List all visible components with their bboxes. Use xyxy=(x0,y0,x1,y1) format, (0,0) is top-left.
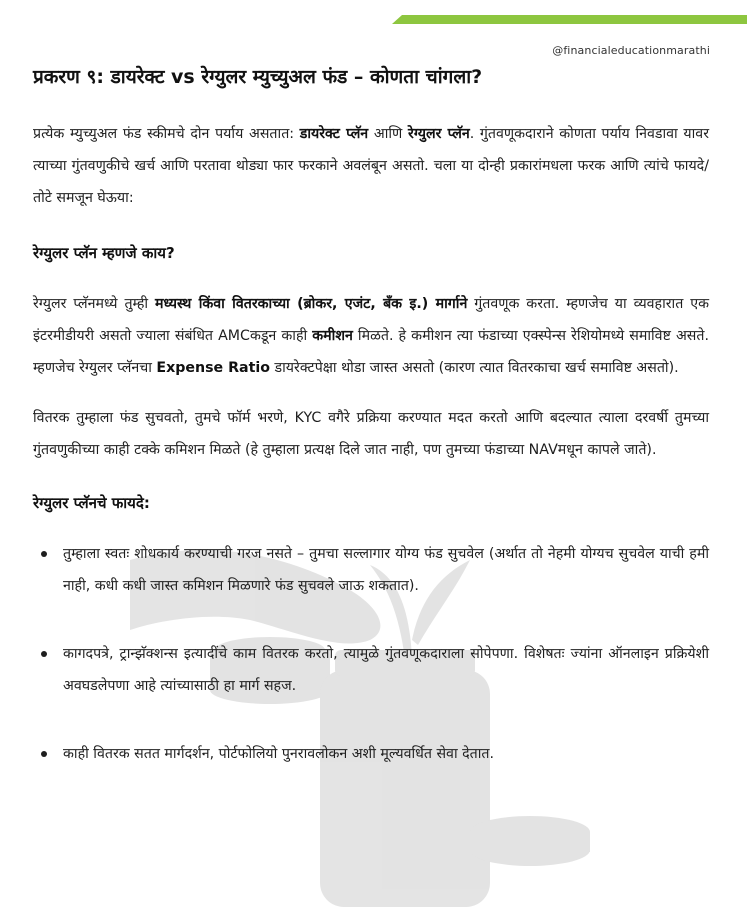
direct-plan-term: डायरेक्ट प्लॅन xyxy=(299,126,369,142)
regular-text-4: डायरेक्टपेक्षा थोडा जास्त असतो (कारण त्यात वितरकाचा खर्च समाविष्ट असतो). xyxy=(270,360,679,376)
regular-plan-paragraph-2: वितरक तुम्हाला फंड सुचवतो, तुमचे फॉर्म भरणे, KYC वगैरे प्रक्रिया करण्यात मदत करतो आणि बदल्यात त्याला दरवर्षी तुमच्या गुंतवणुकीच्या काही टक्के कमिशन मिळते (हे तुम्हाला प्रत्यक्ष दिले जात नाही, पण तुमच्या फंडाच्या NAVमधून कापले जाते). xyxy=(33,410,709,458)
commission-term: कमीशन xyxy=(312,328,353,344)
intro-text-3: . गुंतवणूकदाराने कोणता पर्याय निवडावा यावर त्याच्या गुंतवणुकीचे खर्च आणि परतावा थोड्या फार फरकाने अवलंबून असतो. चला या दोन्ही प्रकारांमधला फरक आणि त्यांचे फायदे/तोटे समजून घेऊया: xyxy=(33,126,710,206)
benefit-text: कागदपत्रे, ट्रान्झॅक्शन्स इत्यादींचे काम वितरक करतो, त्यामुळे गुंतवणूकदाराला सोपेपणा. विशेषतः ज्यांना ऑनलाइन प्रक्रियेशी अवघडलेपणा आहे त्यांच्यासाठी हा मार्ग सहज. xyxy=(63,646,709,694)
main-content xyxy=(33,118,709,770)
regular-text-2: गुंतवणूक करता. म्हणजेच या व्यवहारात एक इंटरमीडीयरी असतो ज्याला संबंधित AMCकडून काही xyxy=(33,296,709,344)
regular-plan-paragraph-1 xyxy=(33,288,709,384)
benefit-item xyxy=(33,738,709,770)
bullet-icon xyxy=(41,751,47,757)
page-title: प्रकरण ९: डायरेक्ट vs रेग्युलर म्युच्युअल फंड – कोणता चांगला? xyxy=(33,66,483,88)
benefit-item xyxy=(33,638,709,702)
benefit-text: तुम्हाला स्वतः शोधकार्य करण्याची गरज नसते – तुमचा सल्लागार योग्य फंड सुचवेल (अर्थात तो नेहमी योग्यच सुचवेल याची हमी नाही, कधी कधी जास्त कमिशन मिळणारे फंड सुचवले जाऊ शकतात). xyxy=(63,546,709,594)
intro-paragraph xyxy=(33,118,709,214)
bullet-icon xyxy=(41,551,47,557)
accent-bar xyxy=(402,15,747,24)
regular-plan-heading: रेग्युलर प्लॅन म्हणजे काय? xyxy=(33,244,175,262)
intro-text-2: आणि xyxy=(368,126,409,142)
expense-ratio-term: Expense Ratio xyxy=(156,360,271,376)
benefit-text: काही वितरक सतत मार्गदर्शन, पोर्टफोलियो पुनरावलोकन अशी मूल्यवर्धित सेवा देतात. xyxy=(63,746,495,762)
regular-plan-term: रेग्युलर प्लॅन xyxy=(408,126,470,142)
bullet-icon xyxy=(41,651,47,657)
benefit-item xyxy=(33,538,709,602)
intro-text-1: प्रत्येक म्युच्युअल फंड स्कीमचे दोन पर्याय असतात: xyxy=(33,126,300,142)
social-handle: @financialeducationmarathi xyxy=(552,44,710,57)
benefits-list xyxy=(33,538,709,770)
regular-text-3: मिळते. हे कमीशन त्या फंडाच्या एक्स्पेन्स रेशियोमध्ये समाविष्ट असते. म्हणजेच रेग्युलर प्लॅनचा xyxy=(33,328,709,376)
regular-text-1: रेग्युलर प्लॅनमध्ये तुम्ही xyxy=(33,296,155,312)
benefits-heading: रेग्युलर प्लॅनचे फायदे: xyxy=(33,494,150,512)
intermediary-term: मध्यस्थ किंवा वितरकाच्या (ब्रोकर, एजंट, बँक इ.) मार्गाने xyxy=(154,296,468,312)
